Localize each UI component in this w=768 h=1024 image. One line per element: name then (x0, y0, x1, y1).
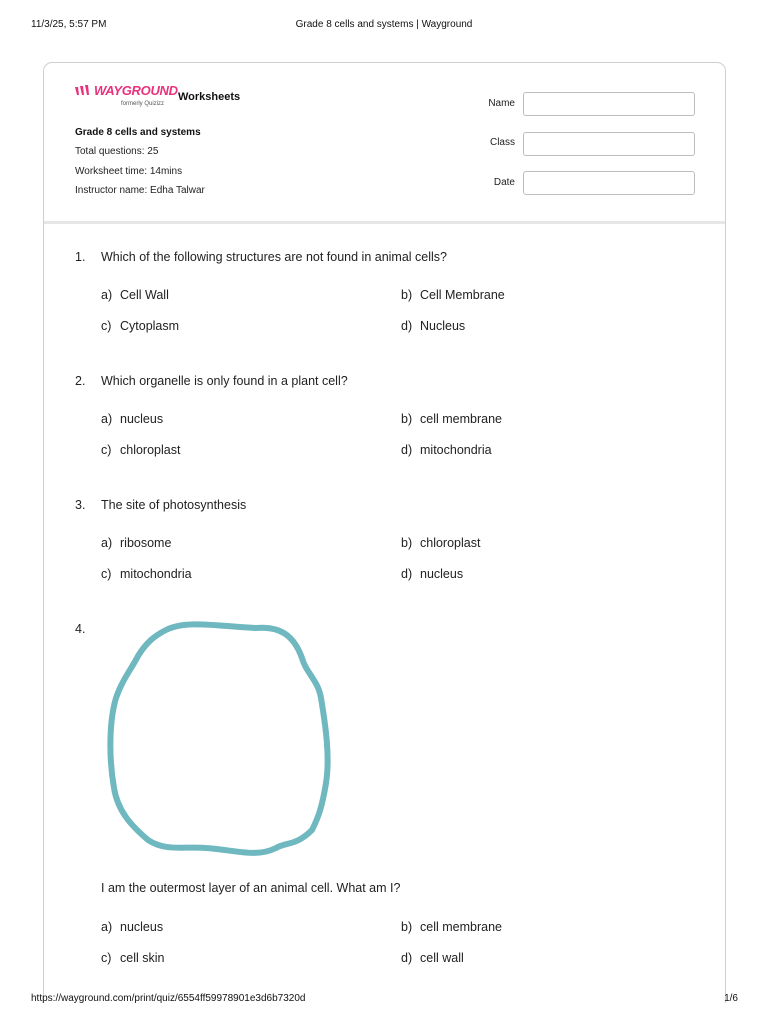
answer-option (401, 412, 502, 426)
answer-option (101, 443, 180, 457)
option-letter: c) (101, 319, 112, 333)
worksheet-time: Worksheet time: 14mins (75, 166, 183, 177)
worksheet-page (43, 62, 726, 1003)
answer-option (401, 567, 463, 581)
option-letter: b) (401, 536, 413, 550)
answer-option (401, 951, 464, 965)
option-text: Cell Membrane (420, 288, 505, 302)
option-letter: b) (401, 288, 413, 302)
worksheets-label: Worksheets (178, 91, 241, 103)
option-text: cell wall (420, 951, 464, 965)
instructor-name: Instructor name: Edha Talwar (75, 185, 205, 196)
option-letter: b) (401, 920, 413, 934)
answer-option (401, 288, 505, 302)
option-text: cell membrane (420, 920, 502, 934)
question-text: Which of the following structures are not found in animal cells? (101, 250, 448, 264)
option-text: Cytoplasm (120, 319, 180, 333)
class-field[interactable] (523, 132, 695, 156)
answer-option (101, 412, 163, 426)
option-letter: c) (101, 951, 112, 965)
option-text: mitochondria (120, 567, 192, 581)
option-text: nucleus (120, 920, 164, 934)
answer-option (101, 536, 171, 550)
answer-option (401, 536, 480, 550)
answer-option (101, 319, 179, 333)
answer-option (401, 920, 502, 934)
page-number: 1/6 (724, 993, 738, 1004)
name-field[interactable] (523, 92, 695, 116)
worksheet-title: Grade 8 cells and systems (75, 127, 201, 138)
option-letter: d) (401, 567, 413, 581)
date-label: Date (493, 177, 515, 188)
class-label: Class (489, 137, 515, 148)
answer-option (101, 951, 164, 965)
option-text: mitochondria (420, 443, 492, 457)
answer-option (101, 567, 192, 581)
option-letter: a) (101, 920, 113, 934)
question-number: 1. (75, 250, 86, 264)
answer-option (401, 319, 465, 333)
wayground-logo (74, 83, 178, 113)
logo-mark-icon (74, 85, 94, 97)
print-url: https://wayground.com/print/quiz/6554ff59978901e3d6b7320d (31, 993, 306, 1004)
worksheet-header (44, 63, 725, 224)
question-text: The site of photosynthesis (101, 498, 247, 512)
question-number: 4. (75, 622, 86, 636)
date-field[interactable] (523, 171, 695, 195)
option-letter: c) (101, 443, 112, 457)
option-text: Nucleus (420, 319, 466, 333)
answer-option (101, 288, 169, 302)
option-letter: b) (401, 412, 413, 426)
option-letter: d) (401, 319, 413, 333)
answer-option (101, 920, 163, 934)
option-letter: d) (401, 951, 413, 965)
option-text: nucleus (420, 567, 464, 581)
logo-wordmark: WAYGROUND (94, 83, 178, 98)
option-text: nucleus (120, 412, 164, 426)
option-text: chloroplast (120, 443, 181, 457)
print-date: 11/3/25, 5:57 PM (31, 19, 107, 30)
option-text: Cell Wall (120, 288, 169, 302)
option-letter: a) (101, 412, 113, 426)
question-number: 3. (75, 498, 86, 512)
option-letter: d) (401, 443, 413, 457)
option-letter: a) (101, 288, 113, 302)
option-letter: a) (101, 536, 113, 550)
name-label: Name (488, 98, 515, 109)
option-text: ribosome (120, 536, 172, 550)
animal-cell-outline-image (106, 618, 346, 863)
option-letter: c) (101, 567, 112, 581)
total-questions: Total questions: 25 (75, 146, 159, 157)
question-number: 2. (75, 374, 86, 388)
option-text: chloroplast (420, 536, 481, 550)
option-text: cell skin (120, 951, 165, 965)
print-title: Grade 8 cells and systems | Wayground (295, 19, 473, 30)
answer-option (401, 443, 492, 457)
question-text: Which organelle is only found in a plant cell? (101, 374, 348, 388)
question-text: I am the outermost layer of an animal cell. What am I? (101, 881, 401, 895)
logo-subtitle: formerly Quizizz (121, 101, 165, 107)
option-text: cell membrane (420, 412, 502, 426)
